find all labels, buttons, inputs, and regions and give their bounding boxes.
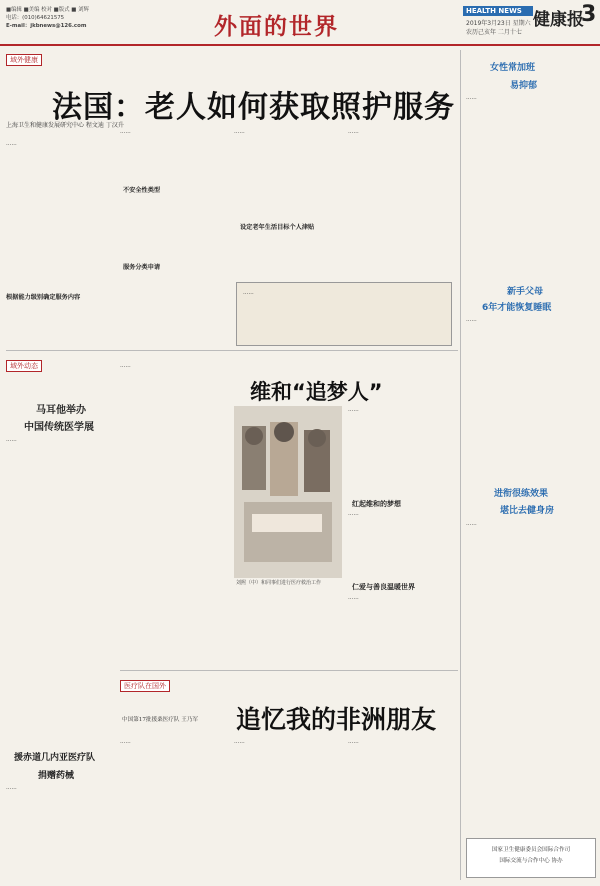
- byline-france: 上海卫生和健康发展研究中心 程文迪 丁汉升: [6, 122, 124, 129]
- article-column: ……: [348, 129, 359, 135]
- africa-column: ……: [234, 739, 245, 745]
- right-mid-body: ……: [466, 317, 477, 323]
- health-news-label: HEALTH NEWS: [463, 6, 533, 16]
- donation-title: 捐赠药械: [38, 771, 75, 781]
- subhead-ability-levels: 根据能力级别确定服务内容: [6, 294, 81, 301]
- section-title: 外面的世界: [214, 14, 339, 40]
- right-mid-title: 6年才能恢复睡眠: [482, 303, 552, 313]
- contact-email: E-mail：jkbnews@126.com: [6, 23, 87, 29]
- right-top-body: ……: [466, 95, 477, 101]
- article-column: ……: [234, 129, 245, 135]
- dream-column: ……: [348, 511, 359, 517]
- footer-ad-label: 国家卫生健康委员会国际合作司: [491, 847, 571, 853]
- subhead-allowance: 设定老年生活目标个人津贴: [240, 224, 315, 231]
- contact-phone: 电话：(010)64621575: [6, 15, 65, 21]
- commentary-text: ……: [243, 290, 254, 296]
- right-bottom-body: ……: [466, 521, 477, 527]
- dream-subhead-dream: 红起维和的梦想: [352, 500, 401, 508]
- africa-column: ……: [120, 739, 131, 745]
- headline-france-care: 法国：老人如何获取照护服务: [52, 90, 455, 125]
- dream-subhead-kindness: 仁爱与善良温暖世界: [352, 583, 415, 591]
- section-label-medical-team: 医疗队在国外: [120, 680, 170, 692]
- article-column: ……: [6, 141, 17, 147]
- lunar-line: 农历己亥年 二月十七: [466, 29, 522, 36]
- dream-photo: [234, 406, 342, 578]
- subhead-service-application: 服务分类申请: [123, 264, 161, 271]
- footer-ad-line2: 国际交流与合作中心 协办: [499, 858, 563, 864]
- divider: [6, 350, 458, 351]
- article-column: ……: [120, 129, 131, 135]
- right-bottom-kicker: 进衔很练效果: [494, 489, 549, 499]
- date-line: 2019年3月23日 星期六: [466, 20, 531, 27]
- commentary-box: [236, 282, 452, 346]
- dream-column: ……: [120, 363, 131, 369]
- brand-name: 健康报: [533, 10, 584, 30]
- malta-kicker: 马耳他举办: [36, 405, 86, 416]
- column-divider: [460, 50, 461, 880]
- section-label-overseas-news: 域外动态: [6, 360, 42, 372]
- right-bottom-title: 堪比去健身房: [500, 506, 555, 516]
- donation-kicker: 援赤道几内亚医疗队: [14, 753, 96, 763]
- malta-body: ……: [6, 437, 17, 443]
- dream-headline: 维和“追梦人”: [250, 380, 383, 404]
- dream-column: ……: [348, 407, 359, 413]
- donation-body: ……: [6, 785, 17, 791]
- page-number: 3: [581, 2, 597, 27]
- right-mid-kicker: 新手父母: [507, 287, 544, 297]
- masthead: [0, 0, 600, 46]
- africa-column: ……: [348, 739, 359, 745]
- medical-scene-image: [234, 406, 342, 578]
- divider: [120, 670, 458, 671]
- malta-headline: 中国传统医学展: [24, 422, 94, 433]
- dream-caption: 刘熙（中）和同事们进行医疗救治工作: [236, 580, 322, 586]
- contact-editors: ■编辑 ■美编 校对 ■版式 ■ 刘辉: [6, 7, 89, 13]
- subhead-insecurity-types: 不安全性类型: [123, 187, 161, 194]
- footer-ad-box: [466, 838, 596, 878]
- africa-headline: 追忆我的非洲朋友: [236, 705, 437, 734]
- right-top-title: 易抑郁: [510, 81, 538, 91]
- africa-byline: 中国第17批援桑医疗队 王乃军: [122, 717, 199, 723]
- section-label-overseas-health: 域外健康: [6, 54, 42, 66]
- dream-column: ……: [348, 595, 359, 601]
- right-top-kicker: 女性常加班: [490, 63, 536, 73]
